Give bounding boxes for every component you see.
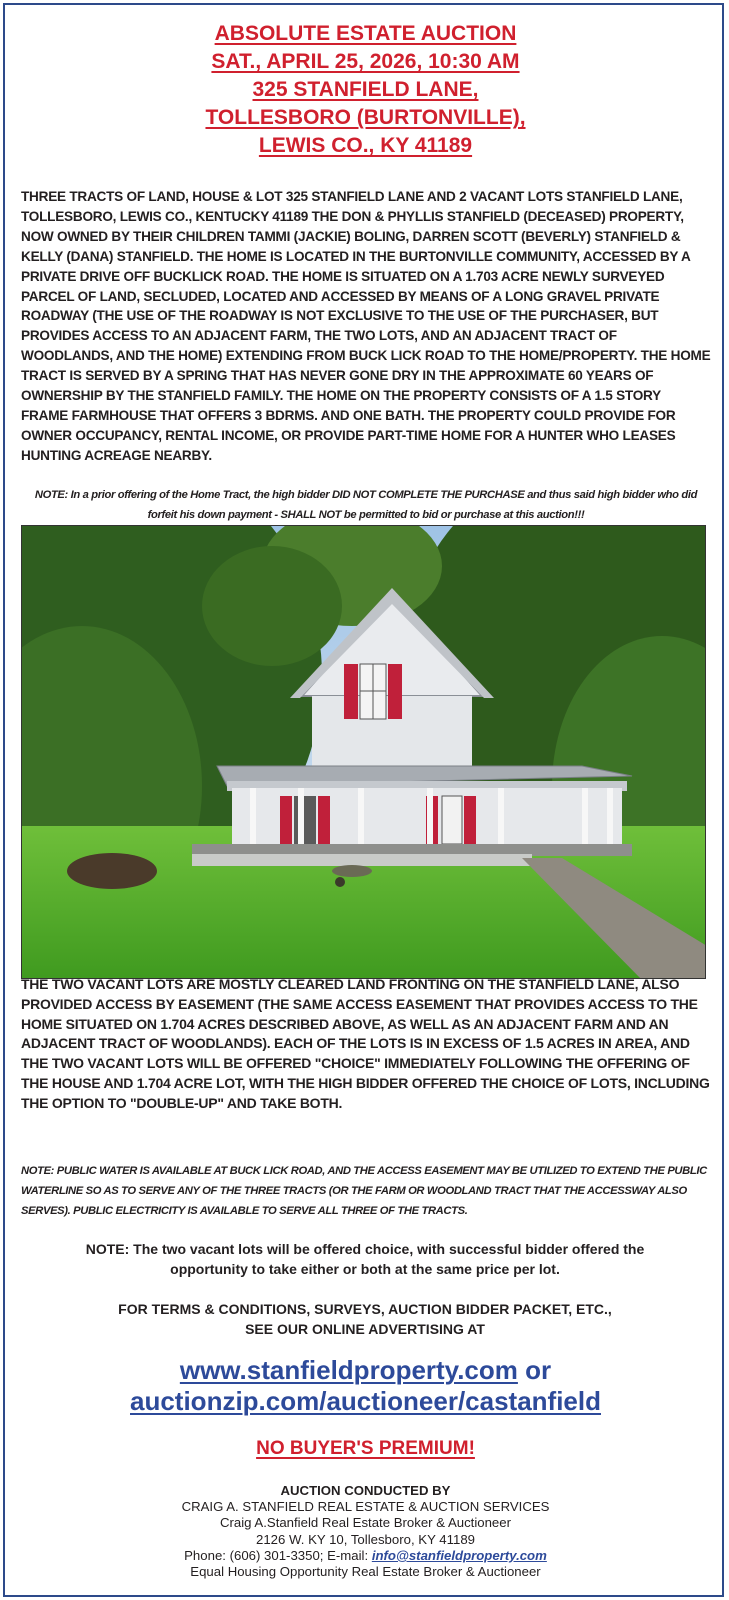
auction-headline [5,20,726,160]
vacant-lots-description: THE TWO VACANT LOTS ARE MOSTLY CLEARED LAND FRONTING ON THE STANFIELD LANE, ALSO PROVIDED ACCESS BY EASEMENT (THE SAME ACCESS EASEMENT THAT PROVIDES ACCESS TO THE HOME SITUATED ON 1.704 ACRES DESCRIBED ABOVE, AS WELL AS AN ADJACENT FARM AND AN ADJACENT TRACT OF WOODLANDS). EACH OF THE LOTS IS IN EXCESS OF 1.5 ACRES IN AREA, AND THE TWO VACANT LOTS WILL BE OFFERED "CHOICE" IMMEDIATELY FOLLOWING THE OFFERING OF THE HOUSE AND 1.704 ACRE LOT, WITH THE HIGH BIDDER OFFERED THE CHOICE OF LOTS, INCLUDING THE OPTION TO "DOUBLE-UP" AND TAKE BOTH. [21,976,710,1111]
headline-street: 325 STANFIELD LANE, [252,78,479,101]
footer-broker: Craig A.Stanfield Real Estate Broker & Auctioneer [219,1515,511,1531]
note-prior-offering: NOTE: In a prior offering of the Home Tract, the high bidder DID NOT COMPLETE THE PURCHASE and thus said high bidder who did forfeit his down payment - SHALL NOT be permitted to bid or purchase at this auction!!! [34,489,698,521]
headline-county: LEWIS CO., KY 41189 [258,134,473,157]
terms-line-2: SEE OUR ONLINE ADVERTISING AT [245,1321,485,1337]
footer-email-link[interactable]: info@stanfieldproperty.com [371,1547,547,1563]
footer-company: CRAIG A. STANFIELD REAL ESTATE & AUCTION SERVICES [181,1499,550,1515]
headline-date: SAT., APRIL 25, 2026, 10:30 AM [211,50,520,73]
website-links [5,1355,726,1417]
property-description: THREE TRACTS OF LAND, HOUSE & LOT 325 STANFIELD LANE AND 2 VACANT LOTS STANFIELD LANE, TOLLESBORO, LEWIS CO., KENTUCKY 41189 THE DON & PHYLLIS STANFIELD (DECEASED) PROPERTY, NOW OWNED BY THEIR CHILDREN TAMMI (JACKIE) BOLING, DARREN SCOTT (BEVERLY) STANFIELD & KELLY (DANA) STANFIELD. THE HOME IS LOCATED IN THE BURTONVILLE COMMUNITY, ACCESSED BY A PRIVATE DRIVE OFF BUCKLICK ROAD. THE HOME IS SITUATED ON A 1.703 ACRE NEWLY SURVEYED PARCEL OF LAND, SECLUDED, LOCATED AND ACCESSED BY MEANS OF A LONG GRAVEL PRIVATE ROADWAY (THE USE OF THE ROADWAY IS NOT EXCLUSIVE TO THE USE OF THE PURCHASER, BUT PROVIDES ACCESS TO AN ADJACENT FARM, THE TWO LOTS, AND AN ADJACENT TRACT OF WOODLANDS, AND THE HOME) EXTENDING FROM BUCK LICK ROAD TO THE HOME/PROPERTY. THE HOME TRACT IS SERVED BY A SPRING THAT HAS NEVER GONE DRY IN THE APPROXIMATE 60 YEARS OF OWNERSHIP BY THE STANFIELD FAMILY. THE HOME ON THE PROPERTY CONSISTS OF A 1.5 STORY FRAME FARMHOUSE THAT OFFERS 3 BDRMS. AND ONE BATH. THE PROPERTY COULD PROVIDE FOR OWNER OCCUPANCY, RENTAL INCOME, OR PROVIDE PART-TIME HOME FOR A HUNTER WHO LEASES HUNTING ACREAGE NEARBY. [21,189,711,463]
footer-contact [5,1548,726,1564]
terms-info [45,1299,685,1339]
link-auctionzip[interactable]: auctionzip.com/auctioneer/castanfield [130,1386,601,1416]
note-utilities: NOTE: PUBLIC WATER IS AVAILABLE AT BUCK LICK ROAD, AND THE ACCESS EASEMENT MAY BE UTILIZED TO EXTEND THE PUBLIC WATERLINE SO AS TO SERVE ANY OF THE THREE TRACTS (OR THE FARM OR WOODLAND TRACT THAT THE ACCESSWAY ALSO SERVES). PUBLIC ELECTRICITY IS AVAILABLE TO SERVE ALL THREE OF THE TRACTS. [21,1165,707,1217]
footer-address: 2126 W. KY 10, Tollesboro, KY 41189 [256,1531,475,1547]
link-stanfieldproperty[interactable]: www.stanfieldproperty.com [179,1355,518,1385]
auctioneer-footer [5,1483,726,1580]
footer-conducted-by: AUCTION CONDUCTED BY [280,1483,451,1498]
flyer-frame [3,3,724,1597]
note-choice: NOTE: The two vacant lots will be offered choice, with successful bidder offered the opportunity to take either or both at the same price per lot. [85,1241,645,1277]
no-buyers-premium: NO BUYER'S PREMIUM! [256,1438,475,1459]
headline-town: TOLLESBORO (BURTONVILLE), [205,106,526,129]
terms-line-1: FOR TERMS & CONDITIONS, SURVEYS, AUCTION BIDDER PACKET, ETC., [118,1301,612,1317]
links-or: or [525,1355,552,1385]
footer-phone: Phone: (606) 301-3350; E-mail: [184,1547,372,1563]
footer-equal-housing: Equal Housing Opportunity Real Estate Broker & Auctioneer [190,1564,541,1580]
farmhouse-photo [21,525,706,979]
headline-title: ABSOLUTE ESTATE AUCTION [214,22,517,45]
